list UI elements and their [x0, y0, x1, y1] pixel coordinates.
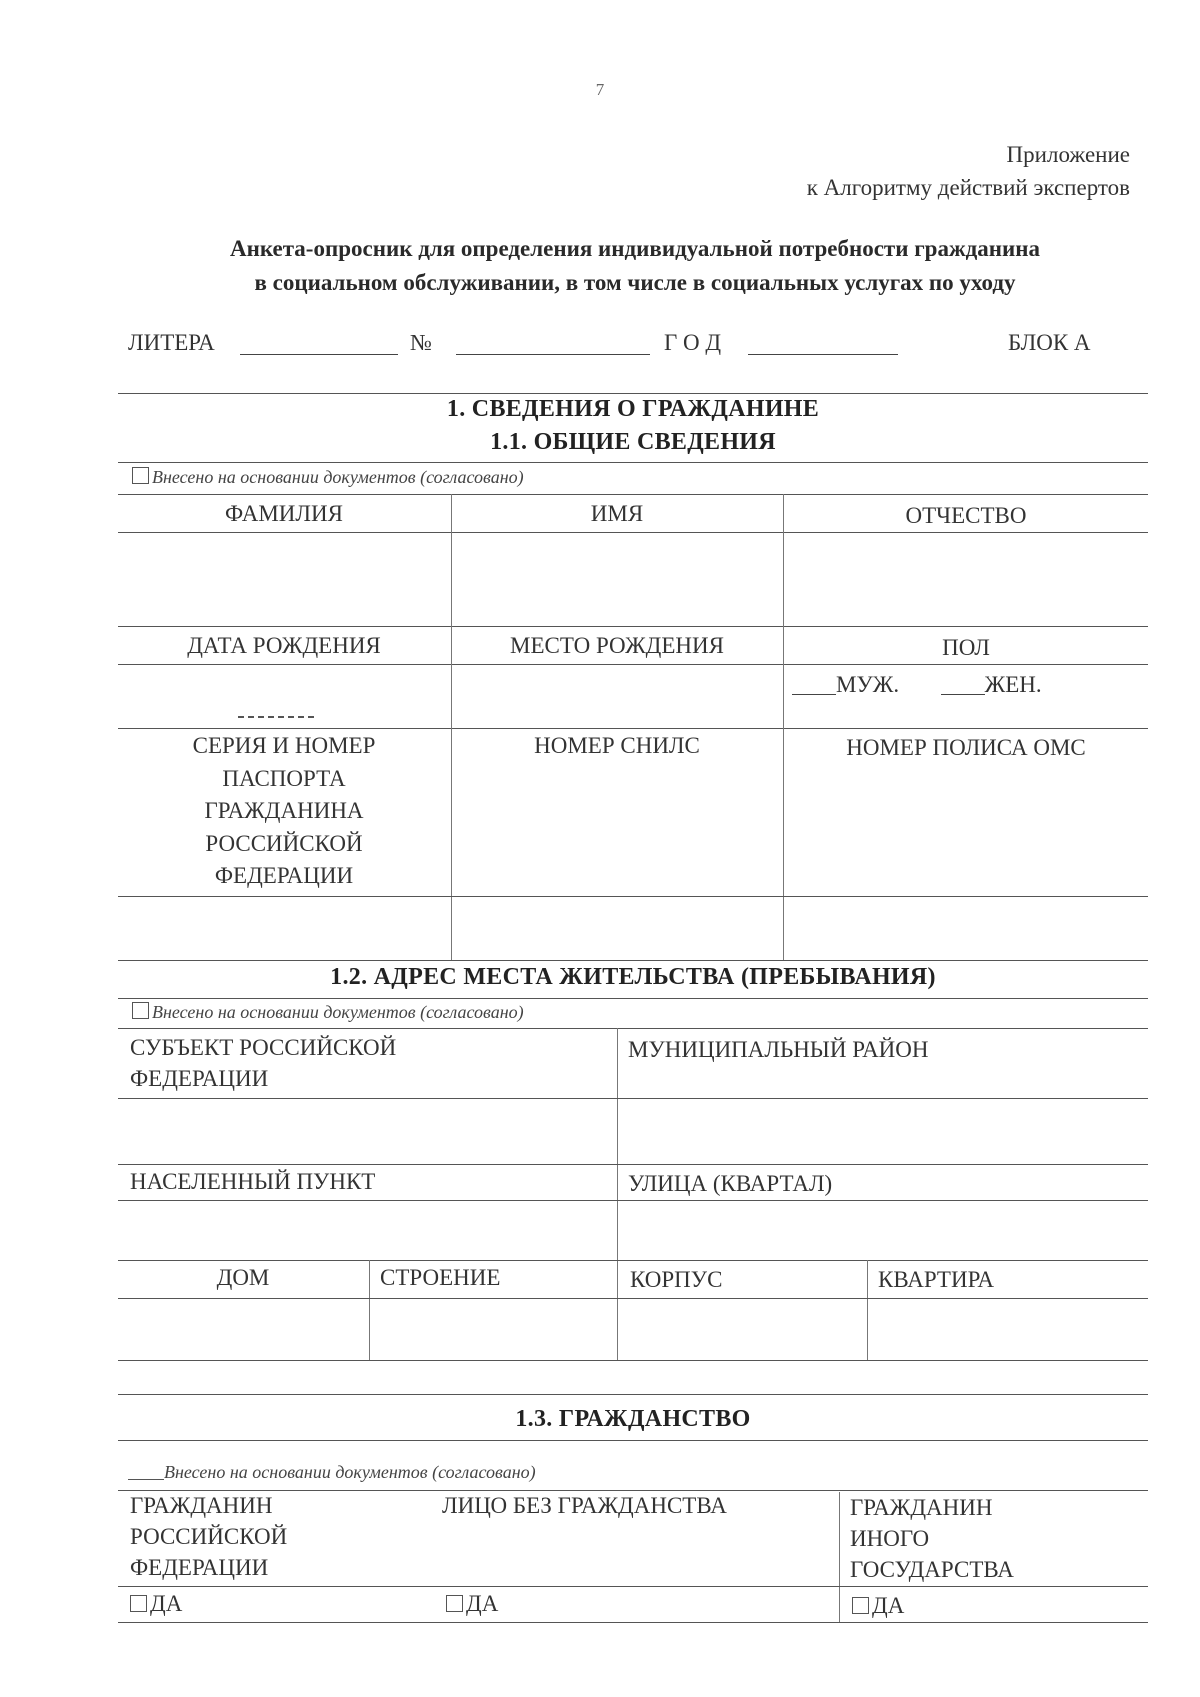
rf-citizen-yes[interactable]: ДА [130, 1588, 182, 1620]
birth-place-field[interactable] [454, 668, 780, 726]
stateless-yes[interactable]: ДА [446, 1588, 498, 1620]
section-1-3-title: 1.3. ГРАЖДАНСТВО [515, 1406, 751, 1432]
rule [118, 896, 1148, 897]
section-1-1-title: 1.1. ОБЩИЕ СВЕДЕНИЯ [490, 429, 776, 455]
foreign-citizen-yes[interactable]: ДА [852, 1590, 904, 1622]
rule [118, 1260, 1148, 1261]
col-divider [783, 626, 784, 728]
section-1-title: 1. СВЕДЕНИЯ О ГРАЖДАНИНЕ [446, 396, 820, 422]
col-divider [369, 1260, 370, 1360]
docs-checkbox[interactable] [132, 1002, 149, 1019]
title-line-1: Анкета-опросник для определения индивидуальной потребности гражданина [229, 236, 1041, 261]
docs-note-1-1[interactable]: Внесено на основании документов (согласовано) [132, 467, 524, 488]
rule [118, 462, 1148, 463]
col-divider [451, 626, 452, 728]
district-label: МУНИЦИПАЛЬНЫЙ РАЙОН [628, 1037, 929, 1062]
rule [118, 626, 1148, 627]
docs-note-1-3[interactable]: Внесено на основании документов (согласовано) [128, 1462, 536, 1483]
stateless-checkbox[interactable] [446, 1595, 463, 1612]
rule [118, 960, 1148, 961]
docs-blank[interactable] [128, 1463, 164, 1480]
rule [118, 1586, 1148, 1587]
apartment-label: КВАРТИРА [878, 1267, 995, 1292]
birth-place-label: МЕСТО РОЖДЕНИЯ [510, 633, 724, 658]
col-divider [867, 1260, 868, 1360]
house-label: ДОМ [216, 1265, 270, 1290]
col-divider [617, 1028, 618, 1360]
rule [118, 1098, 1148, 1099]
sex-label: ПОЛ [942, 635, 990, 660]
appendix-line-2: к Алгоритму действий экспертов [806, 175, 1130, 200]
patronymic-label: ОТЧЕСТВО [905, 503, 1027, 528]
rf-citizen-label: ГРАЖДАНИН РОССИЙСКОЙ ФЕДЕРАЦИИ [130, 1493, 288, 1580]
rule [118, 1298, 1148, 1299]
building-field[interactable] [372, 1300, 614, 1358]
rule [118, 1200, 1148, 1201]
stateless-label: ЛИЦО БЕЗ ГРАЖДАНСТВА [442, 1493, 727, 1518]
litera-label: ЛИТЕРА [128, 330, 215, 355]
rule [118, 393, 1148, 394]
col-divider [451, 494, 452, 626]
patronymic-field[interactable] [786, 536, 1146, 624]
col-divider [839, 1492, 840, 1622]
passport-label: СЕРИЯ И НОМЕР ПАСПОРТА ГРАЖДАНИНА РОССИЙСКОЙ ФЕДЕРАЦИИ [192, 733, 376, 888]
appendix-caption [807, 138, 1130, 204]
rule [118, 1164, 1148, 1165]
subject-label: СУБЪЕКТ РОССИЙСКОЙ ФЕДЕРАЦИИ [130, 1035, 397, 1091]
name-label: ИМЯ [590, 501, 644, 526]
corpus-field[interactable] [620, 1300, 864, 1358]
header-fields [128, 330, 1108, 366]
date-placeholder-dashes [238, 716, 314, 718]
snils-field[interactable] [454, 898, 780, 958]
male-option[interactable]: МУЖ. [792, 672, 899, 697]
rule [118, 728, 1148, 729]
foreign-citizen-checkbox[interactable] [852, 1597, 869, 1614]
foreign-citizen-label: ГРАЖДАНИН ИНОГО ГОСУДАРСТВА [850, 1495, 1014, 1582]
street-label: УЛИЦА (КВАРТАЛ) [628, 1171, 833, 1196]
page-number: 7 [595, 80, 605, 99]
building-label: СТРОЕНИЕ [380, 1265, 501, 1290]
street-field[interactable] [620, 1202, 1146, 1258]
rule [118, 1028, 1148, 1029]
locality-field[interactable] [120, 1202, 614, 1258]
oms-label: НОМЕР ПОЛИСА ОМС [846, 735, 1086, 760]
rule [118, 998, 1148, 999]
rule [118, 494, 1148, 495]
apartment-field[interactable] [870, 1300, 1146, 1358]
district-field[interactable] [620, 1100, 1146, 1162]
surname-field[interactable] [120, 536, 448, 624]
rf-citizen-checkbox[interactable] [130, 1595, 147, 1612]
subject-field[interactable] [120, 1100, 614, 1162]
rule [118, 1360, 1148, 1361]
passport-field[interactable] [120, 898, 448, 958]
rule [118, 532, 1148, 533]
birth-date-field[interactable] [120, 668, 448, 726]
rule [118, 1622, 1148, 1623]
birth-date-label: ДАТА РОЖДЕНИЯ [187, 633, 381, 658]
docs-checkbox[interactable] [132, 467, 149, 484]
sex-options [792, 669, 1042, 701]
rule [118, 1440, 1148, 1441]
name-field[interactable] [454, 536, 780, 624]
locality-label: НАСЕЛЕННЫЙ ПУНКТ [130, 1169, 376, 1194]
col-divider [783, 494, 784, 626]
surname-label: ФАМИЛИЯ [225, 501, 343, 526]
col-divider [451, 728, 452, 960]
year-label: Г О Д [664, 330, 722, 355]
rule [118, 664, 1148, 665]
snils-label: НОМЕР СНИЛС [534, 733, 700, 758]
number-label: № [410, 330, 432, 355]
document-title [110, 232, 1160, 300]
docs-note-1-2[interactable]: Внесено на основании документов (согласовано) [132, 1002, 524, 1023]
block-label: БЛОК А [1008, 330, 1091, 355]
female-option[interactable]: ЖЕН. [941, 672, 1042, 697]
corpus-label: КОРПУС [630, 1267, 723, 1292]
col-divider [783, 728, 784, 960]
oms-field[interactable] [786, 898, 1146, 958]
title-line-2: в социальном обслуживании, в том числе в социальных услугах по уходу [254, 270, 1016, 295]
appendix-line-1: Приложение [1006, 142, 1130, 167]
section-1-2-title: 1.2. АДРЕС МЕСТА ЖИТЕЛЬСТВА (ПРЕБЫВАНИЯ) [330, 964, 936, 990]
house-field[interactable] [120, 1300, 366, 1358]
rule [118, 1394, 1148, 1395]
